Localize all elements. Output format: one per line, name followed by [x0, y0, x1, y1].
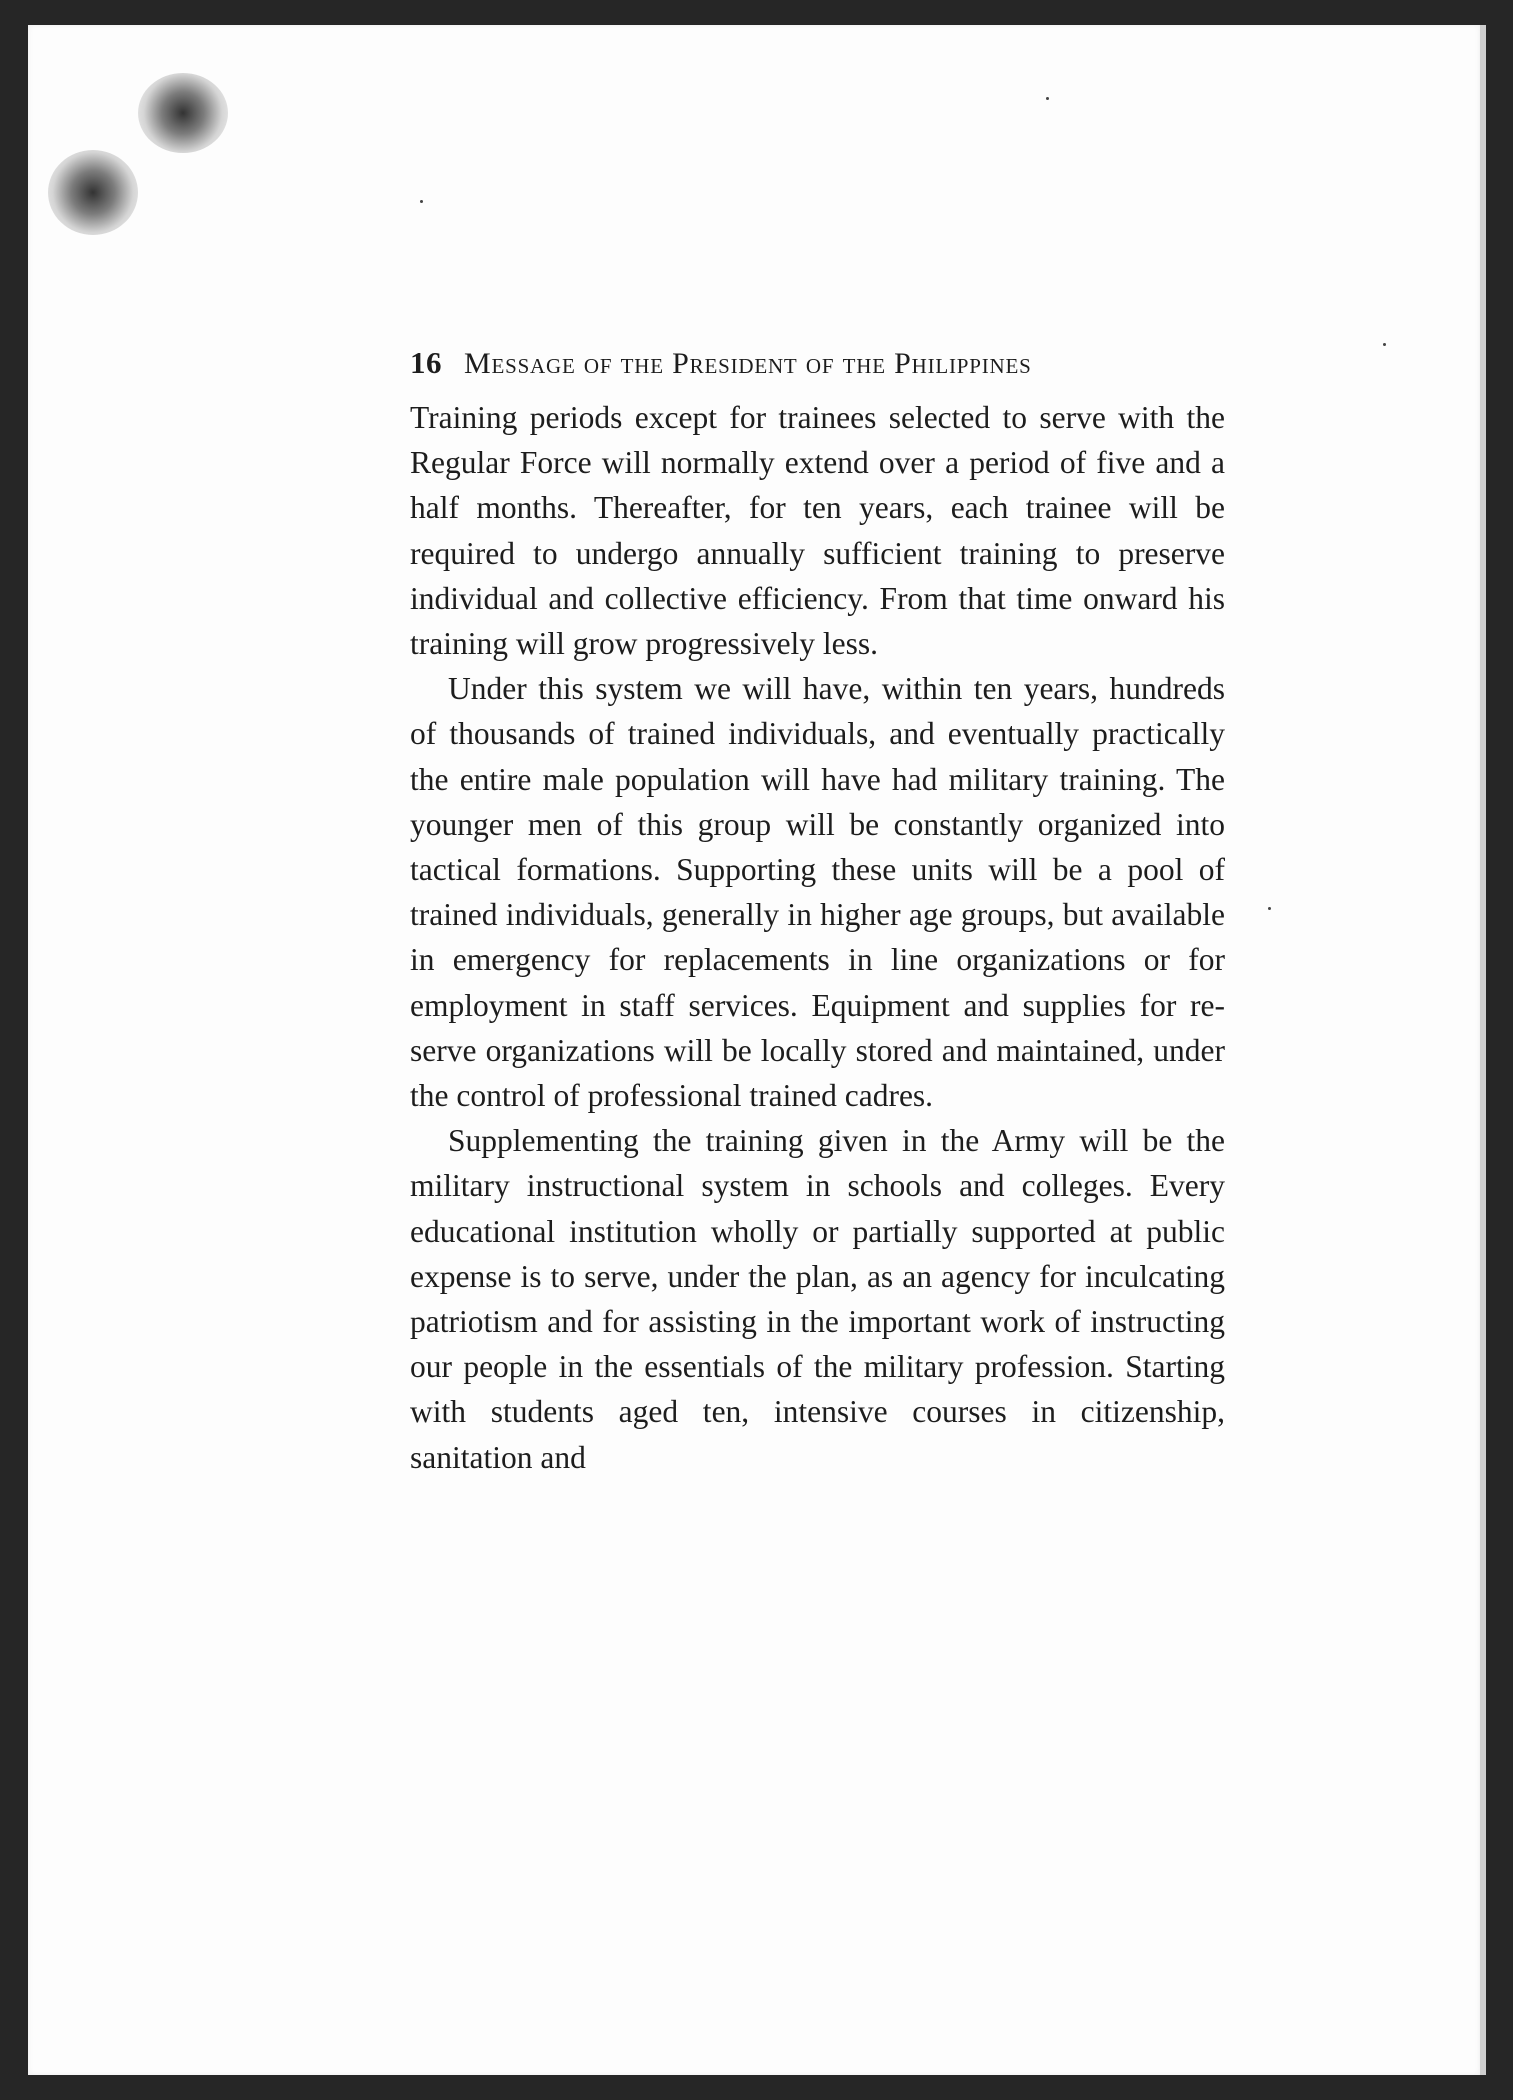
ink-smudge: [48, 150, 138, 235]
page-header: [410, 345, 1225, 395]
page-content: [410, 345, 1225, 1480]
dust-speck: [1046, 97, 1049, 100]
dust-speck: [1383, 343, 1386, 346]
dust-speck: [420, 200, 423, 203]
body-paragraph: Supplementing the training given in the Army will be the military instructional system in schools and colleges. Every educational institution wholly or partially supported at public expense is to serve, under the plan, as an agency for inculcating patriotism and for assisting in the important work of instructing our people in the essentials of the military profession. Starting with students aged ten, intensive courses in citizenship, sanitation and: [410, 1123, 1225, 1475]
body-paragraph: Under this system we will have, within ten years, hundreds of thousands of trained individuals, and eventually practically the entire male population will have had military training. The younger men of this group will be constantly organized into tactical formations. Supporting these units will be a pool of trained individuals, generally in higher age groups, but available in emergency for replacements in line organizations or for employment in staff services. Equipment and supplies for reserve organizations will be locally stored and maintained, under the control of professional trained cadres.: [410, 671, 1225, 1114]
running-head: Message of the President of the Philippines: [464, 347, 1032, 380]
dust-speck: [1268, 907, 1271, 910]
page-number: 16: [410, 345, 442, 380]
body-paragraph: Training periods except for trainees selected to serve with the Regular Force will normally extend over a period of five and a half months. Thereafter, for ten years, each trainee will be required to undergo annually sufficient training to preserve individual and collective efficiency. From that time onward his training will grow progressively less.: [410, 400, 1225, 662]
ink-smudge: [138, 73, 228, 153]
page-edge: [1480, 25, 1486, 2075]
